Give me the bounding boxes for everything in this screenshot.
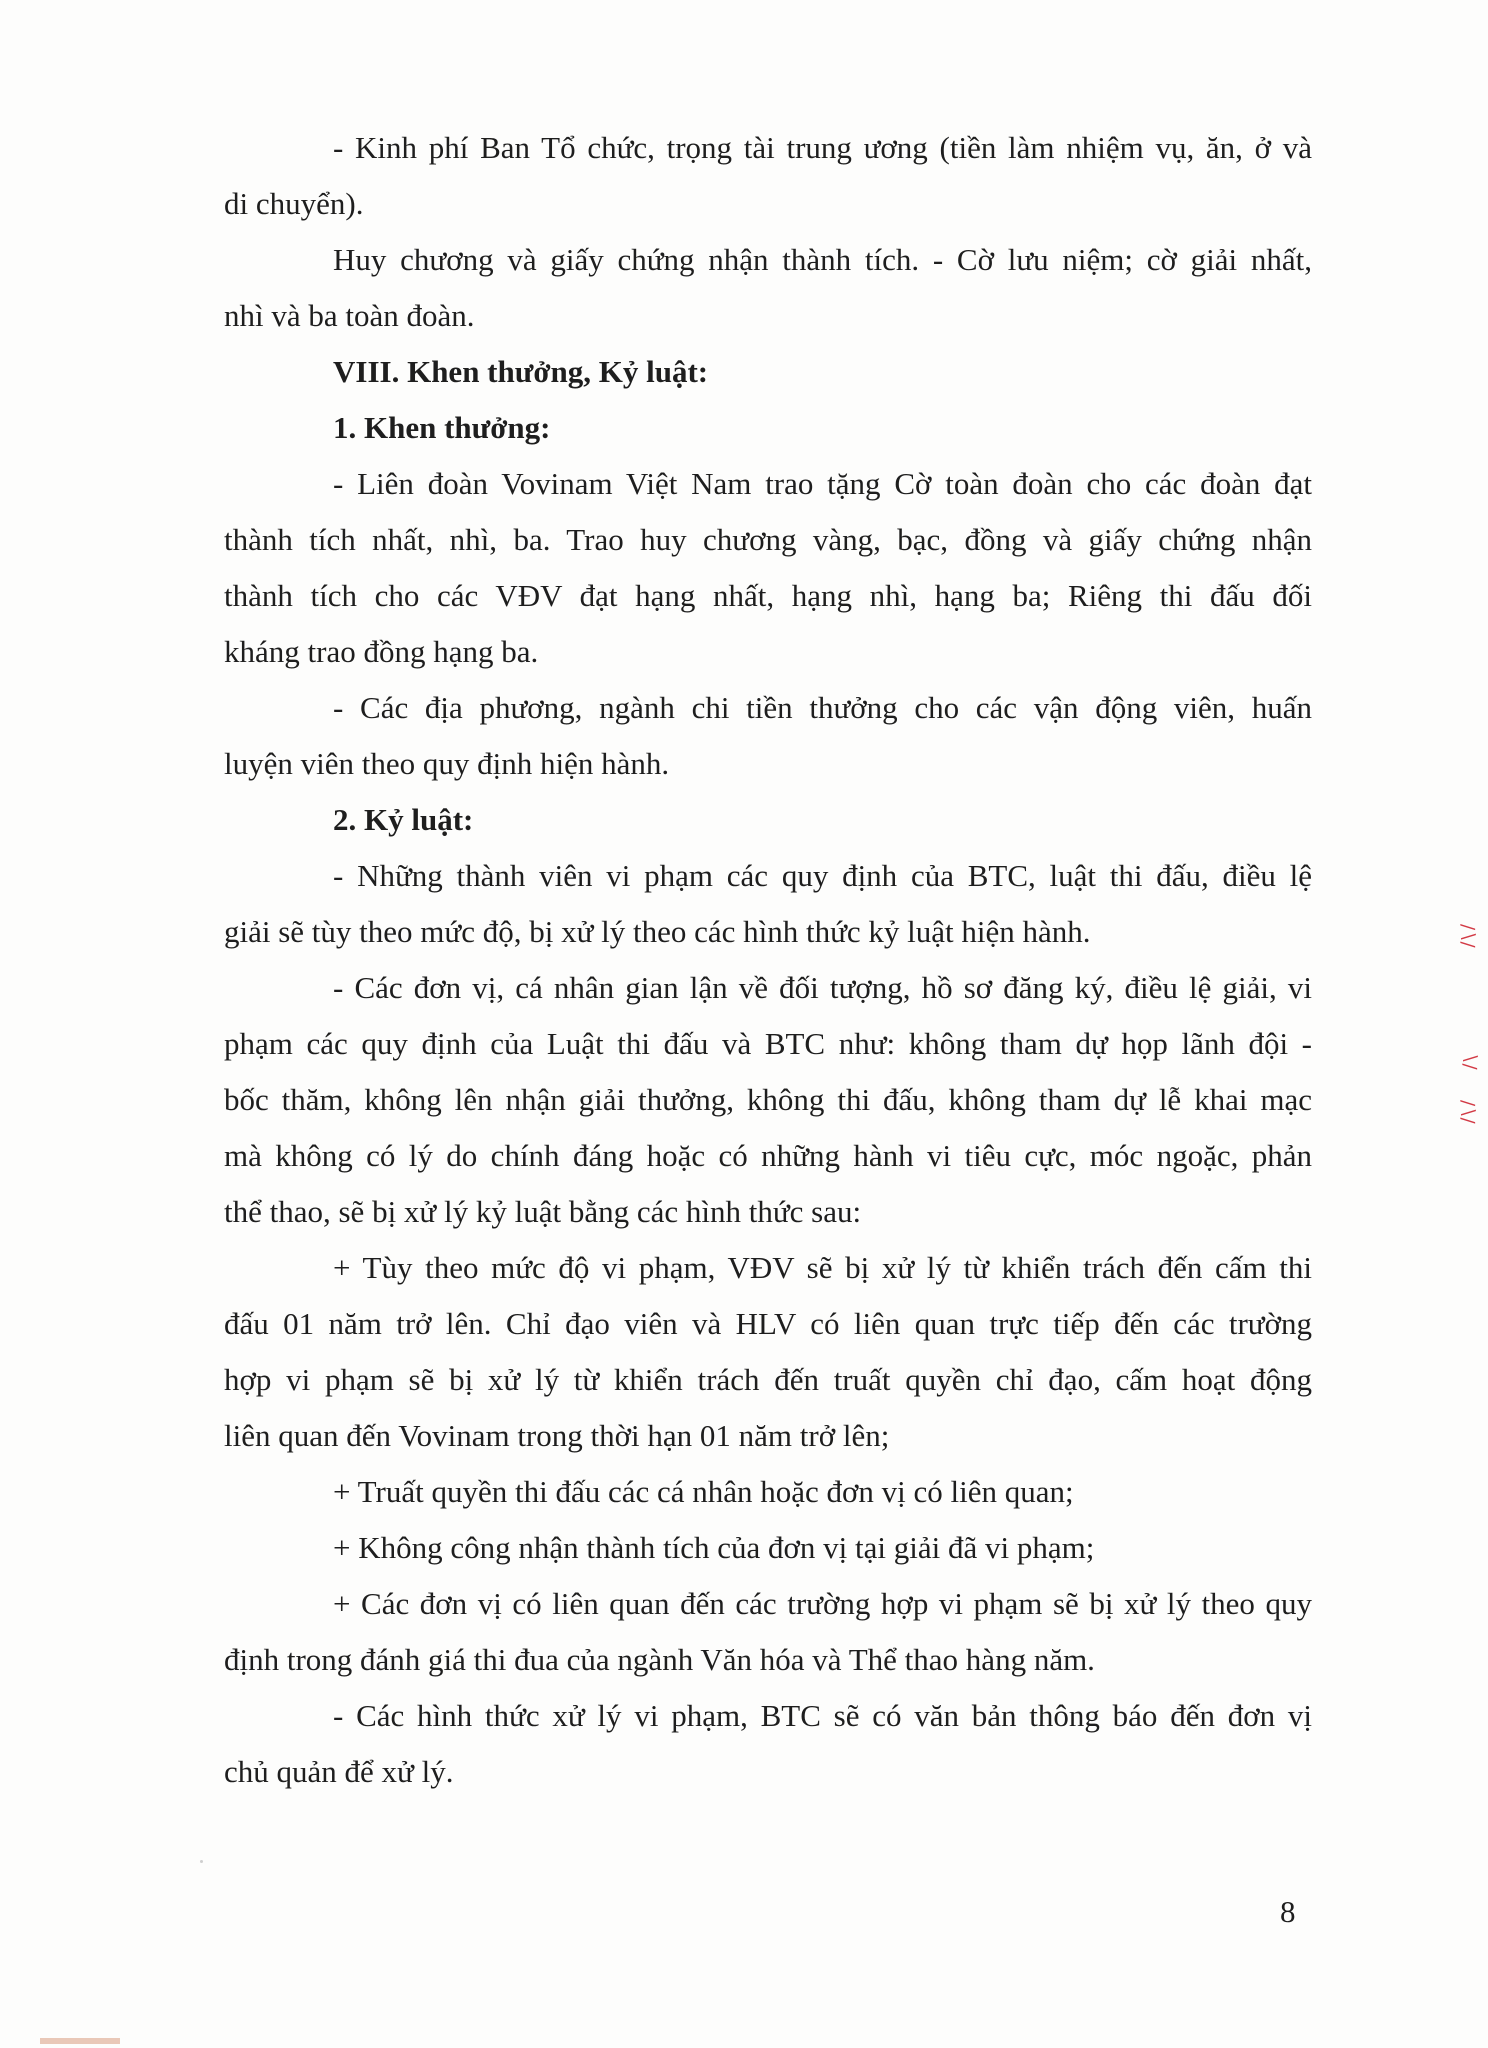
paragraph-line: thành tích cho các VĐV đạt hạng nhất, hạng nhì, hạng ba; Riêng thi đấu đối: [224, 578, 1312, 613]
section-heading-line: 2. Kỷ luật:: [333, 802, 474, 837]
paragraph-line: - Liên đoàn Vovinam Việt Nam trao tặng Cờ toàn đoàn cho các đoàn đạt: [333, 466, 1312, 501]
paragraph-line: định trong đánh giá thi đua của ngành Văn hóa và Thể thao hàng năm.: [224, 1642, 1095, 1677]
paragraph-line: - Các địa phương, ngành chi tiền thưởng cho các vận động viên, huấn: [333, 690, 1312, 725]
paragraph-line: thể thao, sẽ bị xử lý kỷ luật bằng các hình thức sau:: [224, 1194, 862, 1229]
paragraph-line: - Những thành viên vi phạm các quy định của BTC, luật thi đấu, điều lệ: [333, 858, 1312, 893]
paragraph-line: - Các đơn vị, cá nhân gian lận về đối tượng, hồ sơ đăng ký, điều lệ giải, vi: [333, 970, 1312, 1005]
paragraph-line: giải sẽ tùy theo mức độ, bị xử lý theo các hình thức kỷ luật hiện hành.: [224, 914, 1091, 949]
paragraph-line: Huy chương và giấy chứng nhận thành tích. - Cờ lưu niệm; cờ giải nhất,: [333, 242, 1312, 277]
paragraph-line: + Các đơn vị có liên quan đến các trường hợp vi phạm sẽ bị xử lý theo quy: [333, 1586, 1312, 1621]
scan-speck: [200, 1860, 203, 1863]
paragraph-line: mà không có lý do chính đáng hoặc có những hành vi tiêu cực, móc ngoặc, phản: [224, 1138, 1312, 1173]
scan-edge-strip: [40, 2038, 120, 2044]
paragraph-line: kháng trao đồng hạng ba.: [224, 634, 539, 669]
paragraph-line: liên quan đến Vovinam trong thời hạn 01 năm trở lên;: [224, 1418, 890, 1453]
margin-annotation-mark: ∖∕: [1459, 1052, 1480, 1070]
paragraph-line: chủ quản để xử lý.: [224, 1754, 454, 1789]
paragraph-line: + Tùy theo mức độ vi phạm, VĐV sẽ bị xử lý từ khiển trách đến cấm thi: [333, 1250, 1312, 1285]
margin-annotation-mark: ∕∖∕: [1457, 1100, 1478, 1124]
paragraph-line: bốc thăm, không lên nhận giải thưởng, không thi đấu, không tham dự lễ khai mạc: [224, 1082, 1312, 1117]
section-heading-line: VIII. Khen thưởng, Kỷ luật:: [333, 354, 709, 389]
paragraph-line: - Kinh phí Ban Tổ chức, trọng tài trung ương (tiền làm nhiệm vụ, ăn, ở và: [333, 130, 1312, 165]
paragraph-line: + Truất quyền thi đấu các cá nhân hoặc đơn vị có liên quan;: [333, 1474, 1074, 1509]
paragraph-line: phạm các quy định của Luật thi đấu và BTC như: không tham dự họp lãnh đội -: [224, 1026, 1312, 1061]
paragraph-line: đấu 01 năm trở lên. Chỉ đạo viên và HLV có liên quan trực tiếp đến các trường: [224, 1306, 1312, 1341]
paragraph-line: nhì và ba toàn đoàn.: [224, 298, 475, 333]
paragraph-line: thành tích nhất, nhì, ba. Trao huy chương vàng, bạc, đồng và giấy chứng nhận: [224, 522, 1312, 557]
margin-annotation-mark: ∕∖∕: [1457, 924, 1478, 948]
paragraph-line: luyện viên theo quy định hiện hành.: [224, 746, 670, 781]
paragraph-line: + Không công nhận thành tích của đơn vị tại giải đã vi phạm;: [333, 1530, 1095, 1565]
page-number: 8: [1280, 1894, 1296, 1929]
document-body: [224, 120, 1312, 1800]
paragraph-line: di chuyển).: [224, 186, 364, 221]
paragraph-line: - Các hình thức xử lý vi phạm, BTC sẽ có văn bản thông báo đến đơn vị: [333, 1698, 1312, 1733]
paragraph-line: hợp vi phạm sẽ bị xử lý từ khiển trách đến truất quyền chỉ đạo, cấm hoạt động: [224, 1362, 1312, 1397]
section-heading-line: 1. Khen thưởng:: [333, 410, 551, 445]
